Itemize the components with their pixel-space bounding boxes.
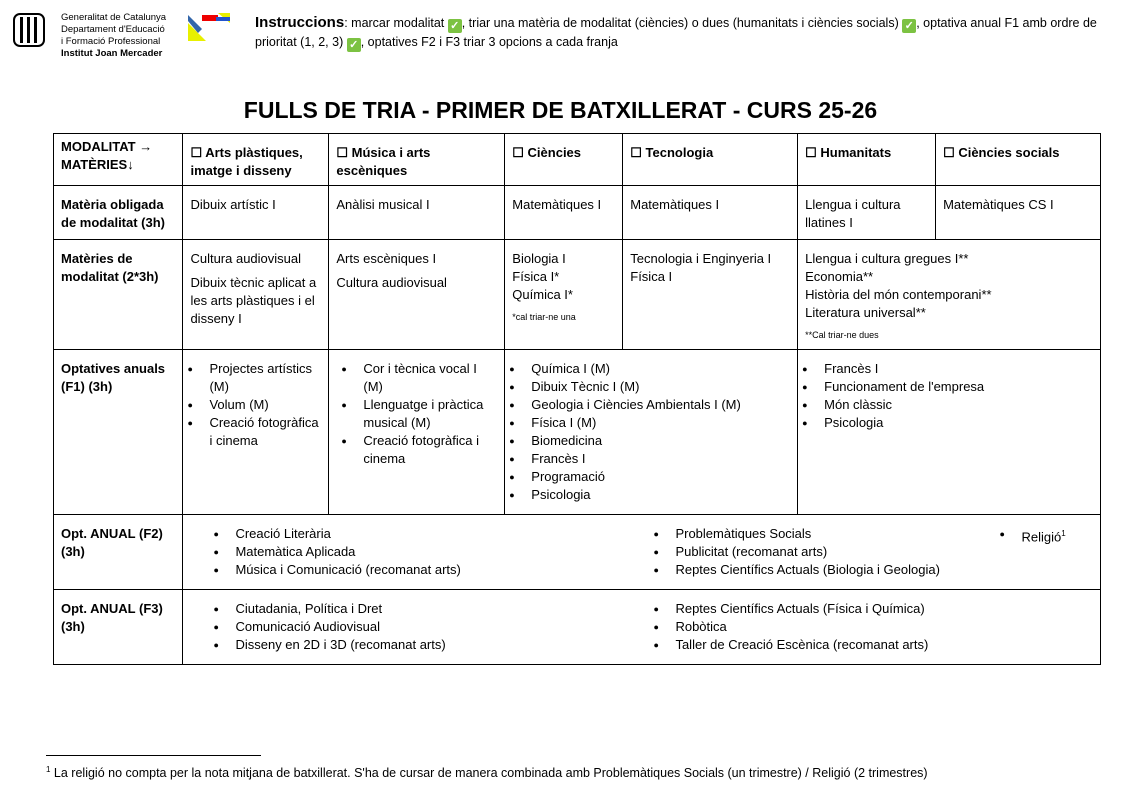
list-item: ● Programació [509, 468, 793, 486]
subject: Història del món contemporani** [805, 287, 992, 302]
footnote [46, 765, 928, 780]
list-item: ● Funcionament de l'empresa [802, 378, 1096, 396]
religio: Religió [1021, 529, 1062, 545]
list-item: ● Creació fotogràfica i cinema [341, 432, 492, 468]
instr-text: , optativa anual F1 amb ordre de prioritat (1, 2, 3) [255, 16, 1097, 49]
list-item: ● Robòtica [653, 618, 969, 636]
instructions-label: Instruccions [255, 14, 345, 31]
list-item: ● Francès I [509, 450, 793, 468]
row-label: Matèria obligada de modalitat (3h) [54, 186, 183, 240]
f1-hum-cell [798, 350, 1101, 515]
obligada-row [54, 186, 1101, 240]
f1-musica-cell [329, 350, 505, 515]
obligada-cell: Matemàtiques I [623, 186, 798, 240]
organization-block [61, 12, 166, 60]
check-icon: ✓ [902, 19, 916, 33]
corner-text: MODALITAT → [61, 139, 153, 154]
mod-tecno-cell [623, 240, 798, 350]
obligada-cell: Matemàtiques CS I [936, 186, 1101, 240]
subject: Dibuix tècnic aplicat a les arts plàstiques i el disseny I [190, 275, 317, 326]
row-label: Optatives anuals (F1) (3h) [54, 350, 183, 515]
instructions [255, 13, 1105, 52]
modalitat-musica[interactable]: ☐ Música i arts escèniques [329, 134, 505, 186]
list-item: ● Ciutadania, Política i Dret [213, 600, 623, 618]
modalitat-ciencies[interactable]: ☐ Ciències [505, 134, 623, 186]
f1-ciencies-cell [505, 350, 798, 515]
colon: : [344, 16, 348, 30]
list-item: ● Món clàssic [802, 396, 1096, 414]
subject: Cultura audiovisual [190, 251, 302, 266]
f2-row [54, 515, 1101, 590]
modalitat-arts[interactable]: ☐ Arts plàstiques, imatge i disseny [183, 134, 329, 186]
instr-text: marcar modalitat [351, 16, 445, 30]
list-item: ● Problemàtiques Socials [653, 525, 969, 543]
list-item: ● Psicologia [509, 486, 793, 504]
obligada-cell: Dibuix artístic I [183, 186, 329, 240]
list-item: ● Dibuix Tècnic I (M) [509, 378, 793, 396]
list-item: ● Volum (M) [187, 396, 324, 414]
obligada-cell: Matemàtiques I [505, 186, 623, 240]
corner-text: MATÈRIES↓ [61, 157, 134, 172]
check-icon: ✓ [347, 38, 361, 52]
school-name: Institut Joan Mercader [61, 48, 163, 59]
modalitat-ciencies-socials[interactable]: ☐ Ciències socials [936, 134, 1101, 186]
subject: Literatura universal** [805, 305, 926, 320]
selection-table [53, 133, 1101, 665]
footnote-ref: 1 [1061, 529, 1066, 538]
org-line: Generalitat de Catalunya [61, 12, 167, 23]
mod-ciencies-cell [505, 240, 623, 350]
org-line: i Formació Professional [61, 36, 161, 47]
school-logo [188, 13, 230, 41]
corner-cell [54, 134, 183, 186]
list-item: ● Creació fotogràfica i cinema [187, 414, 324, 450]
f3-cell [183, 590, 1101, 665]
f1-row [54, 350, 1101, 515]
generalitat-logo [13, 13, 45, 47]
mod-hum-cell [798, 240, 1101, 350]
list-item: ● Taller de Creació Escènica (recomanat arts) [653, 636, 969, 654]
list-item: ● Física I (M) [509, 414, 793, 432]
f1-arts-cell [183, 350, 329, 515]
check-icon: ✓ [448, 19, 462, 33]
modalitat-subjects-row [54, 240, 1101, 350]
list-item: ● Francès I [802, 360, 1096, 378]
page-title: FULLS DE TRIA - PRIMER DE BATXILLERAT - CURS 25-26 [243, 97, 878, 123]
mod-musica-cell [329, 240, 505, 350]
footnote-divider [46, 755, 261, 756]
row-label: Opt. ANUAL (F3) (3h) [54, 590, 183, 665]
subject: Química I* [512, 287, 573, 302]
note: **Cal triar-ne dues [805, 330, 879, 340]
obligada-cell: Anàlisi musical I [329, 186, 505, 240]
instr-text: , triar una matèria de modalitat (ciències) o dues (humanitats i ciències socials) [461, 16, 899, 30]
footnote-text: La religió no compta per la nota mitjana de batxillerat. S'ha de cursar de manera combinada amb Problemàtiques Socials (un trimestre) / Religió (2 trimestres) [50, 766, 928, 781]
f3-row [54, 590, 1101, 665]
subject: Cultura audiovisual [336, 275, 447, 290]
subject: Física I* [512, 269, 560, 284]
subject: Llengua i cultura gregues I** [805, 251, 969, 266]
list-item: ● Reptes Científics Actuals (Física i Química) [653, 600, 969, 618]
row-label: Matèries de modalitat (2*3h) [54, 240, 183, 350]
subject: Física I [630, 269, 673, 284]
list-item: ● Reptes Científics Actuals (Biologia i Geologia) [653, 561, 969, 579]
obligada-cell: Llengua i cultura llatines I [798, 186, 936, 240]
modalitat-row [54, 134, 1101, 186]
subject: Economia** [805, 269, 874, 284]
list-item: ● Publicitat (recomanat arts) [653, 543, 969, 561]
list-item [999, 525, 1065, 546]
org-line: Departament d'Educació [61, 24, 165, 35]
list-item: ● Psicologia [802, 414, 1096, 432]
list-item: ● Creació Literària [213, 525, 623, 543]
subject: Biologia I [512, 251, 566, 266]
list-item: ● Cor i tècnica vocal I (M) [341, 360, 492, 396]
subject: Arts escèniques I [336, 251, 437, 266]
modalitat-humanitats[interactable]: ☐ Humanitats [798, 134, 936, 186]
f2-cell [183, 515, 1101, 590]
list-item: ● Disseny en 2D i 3D (recomanat arts) [213, 636, 623, 654]
list-item: ● Química I (M) [509, 360, 793, 378]
instr-text: , optatives F2 i F3 triar 3 opcions a cada franja [360, 35, 618, 49]
list-item: ● Música i Comunicació (recomanat arts) [213, 561, 623, 579]
list-item: ● Projectes artístics (M) [187, 360, 324, 396]
note: *cal triar-ne una [512, 312, 576, 322]
list-item: ● Matemàtica Aplicada [213, 543, 623, 561]
mod-arts-cell [183, 240, 329, 350]
list-item: ● Geologia i Ciències Ambientals I (M) [509, 396, 793, 414]
list-item: ● Biomedicina [509, 432, 793, 450]
footnote-num: 1 [46, 765, 51, 774]
list-item: ● Comunicació Audiovisual [213, 618, 623, 636]
list-item: ● Llenguatge i pràctica musical (M) [341, 396, 492, 432]
modalitat-tecnologia[interactable]: ☐ Tecnologia [623, 134, 798, 186]
subject: Tecnologia i Enginyeria I [630, 251, 772, 266]
row-label: Opt. ANUAL (F2) (3h) [54, 515, 183, 590]
